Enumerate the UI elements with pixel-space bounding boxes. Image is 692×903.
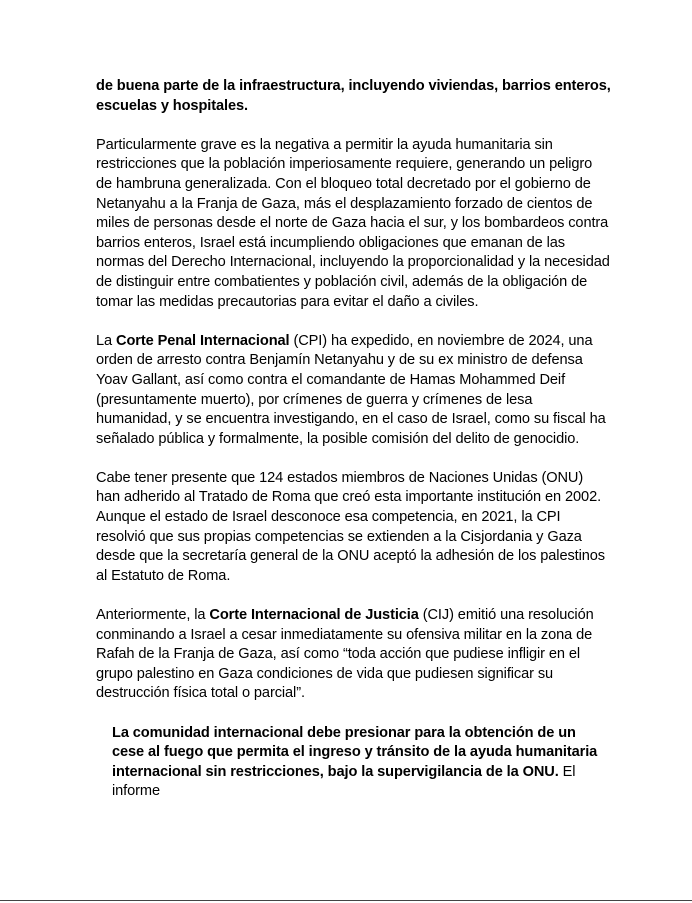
document-body (96, 77, 611, 822)
paragraph-3-lead: La (96, 332, 116, 349)
paragraph-5-rest: (CIJ) emitió una resolución conminando a Israel a cesar inmediatamente su ofensiva militar en la zona de Rafah de la Franja de Gaza, así como “toda acción que pudiese infligir en el grupo palestino en Gaza condiciones de vida que pudiesen significar su destrucción física total o parcial”. (96, 607, 594, 702)
paragraph-1 (96, 77, 611, 116)
paragraph-3-rest: (CPI) ha expedido, en noviembre de 2024, una orden de arresto contra Benjamín Netanyahu y de su ex ministro de defensa Yoav Gallant, así como contra el comandante de Hamas Mohammed Deif (presuntamente muerto), por crímenes de guerra y crímenes de lesa humanidad, y se encuentra investigando, en el caso de Israel, como su fiscal ha señalado pública y formalmente, la posible comisión del delito de genocidio. (96, 332, 606, 447)
paragraph-5-bold: Corte Internacional de Justicia (209, 607, 419, 624)
paragraph-6 (96, 724, 611, 802)
paragraph-6-bold: La comunidad internacional debe presionar para la obtención de un cese al fuego que permita el ingreso y tránsito de la ayuda humanitaria internacional sin restricciones, bajo la supervigilancia de la ONU. (112, 724, 598, 780)
paragraph-5 (96, 606, 611, 704)
paragraph-5-lead: Anteriormente, la (96, 607, 210, 624)
page-bottom-divider (0, 900, 692, 901)
paragraph-2: Particularmente grave es la negativa a permitir la ayuda humanitaria sin restricciones que la población imperiosamente requiere, generando un peligro de hambruna generalizada. Con el bloqueo total decretado por el gobierno de Netanyahu a la Franja de Gaza, más el desplazamiento forzado de cientos de miles de personas desde el norte de Gaza hacia el sur, y los bombardeos contra barrios enteros, Israel está incumpliendo obligaciones que emanan de las normas del Derecho Internacional, incluyendo la proporcionalidad y la necesidad de distinguir entre combatientes y población civil, además de la obligación de tomar las medidas precautorias para evitar el daño a civiles. (96, 136, 610, 310)
paragraph-1-bold: de buena parte de la infraestructura, incluyendo viviendas, barrios enteros, escuelas y hospitales. (96, 78, 611, 114)
paragraph-3 (96, 332, 611, 450)
paragraph-4: Cabe tener presente que 124 estados miembros de Naciones Unidas (ONU) han adherido al Tratado de Roma que creó esta importante institución en 2002. Aunque el estado de Israel desconoce esa competencia, en 2021, la CPI resolvió que sus propias competencias se extienden a la Cisjordania y Gaza desde que la secretaría general de la ONU aceptó la adhesión de los palestinos al Estatuto de Roma. (96, 469, 605, 584)
paragraph-6-rest: El informe (112, 763, 576, 800)
paragraph-3-bold: Corte Penal Internacional (116, 332, 290, 349)
